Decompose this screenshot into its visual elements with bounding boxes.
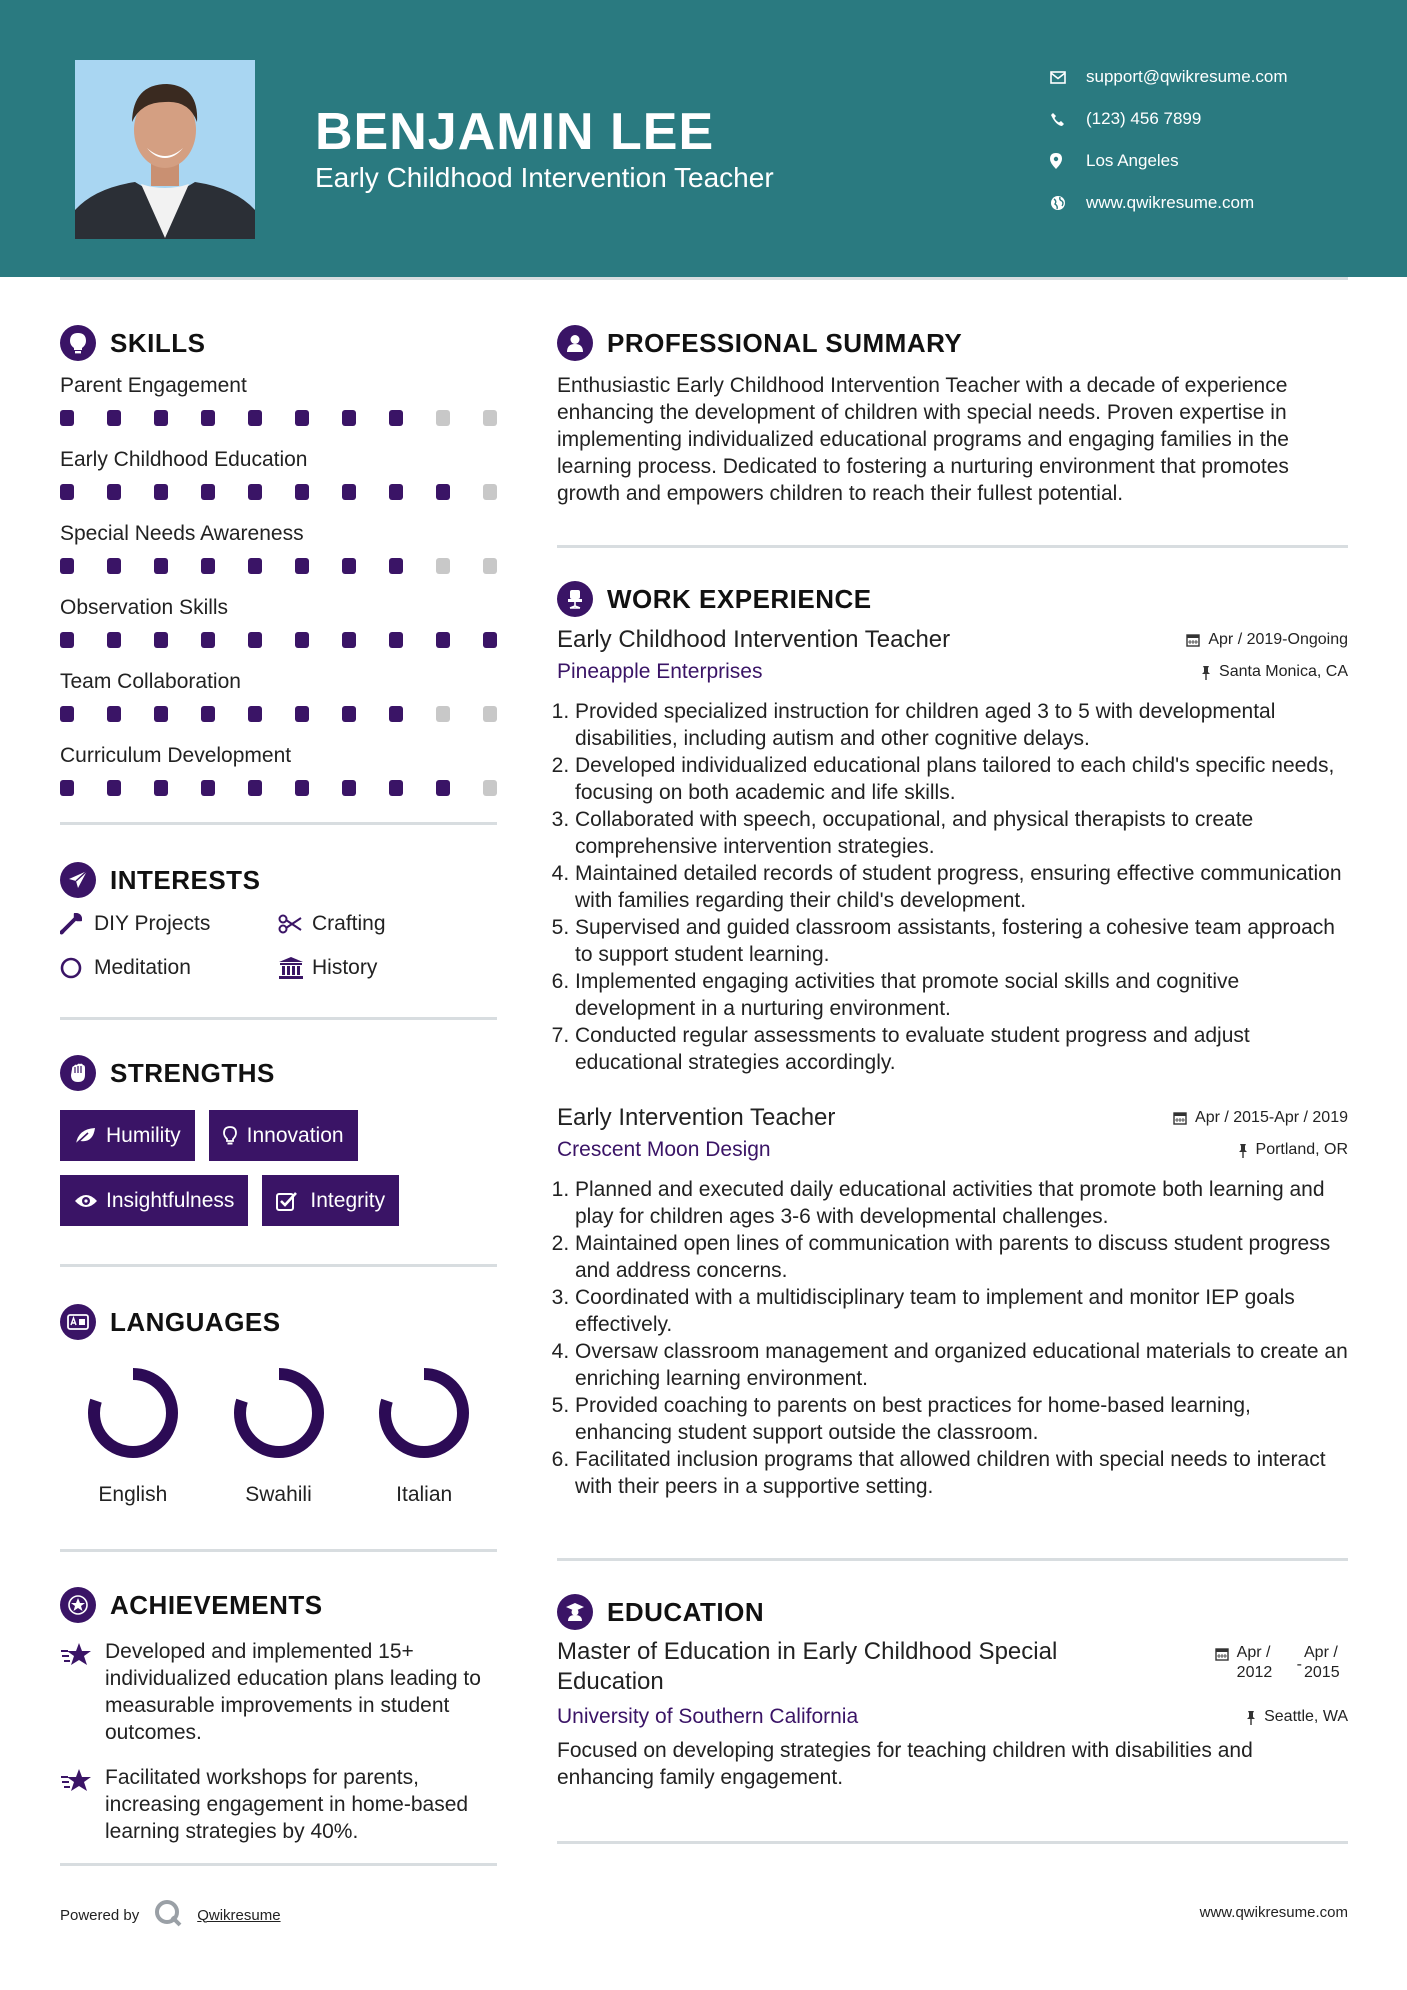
section-divider: [60, 822, 497, 825]
profile-photo: [75, 60, 255, 239]
skill-dot: [154, 632, 168, 648]
skill-dot: [436, 410, 450, 426]
language-gauge: [229, 1363, 329, 1463]
duty-item: 4. Oversaw classroom management and organized educational materials to create an enriching learning environment.: [575, 1338, 1348, 1392]
achievements-heading: ACHIEVEMENTS: [60, 1580, 497, 1630]
language-card-icon: [60, 1304, 96, 1340]
skill-dot: [107, 706, 121, 722]
skill-dot: [342, 632, 356, 648]
circle-icon: [60, 957, 94, 979]
achievement-item: Developed and implemented 15+ individualized education plans leading to measurable improvements in student outcomes.: [60, 1638, 497, 1746]
skill-dot: [483, 632, 497, 648]
skill-dot: [248, 484, 262, 500]
skill-dot: [201, 484, 215, 500]
duty-item: 4. Maintained detailed records of student progress, ensuring effective communication with families regarding their child's development.: [575, 860, 1348, 914]
skill-name: Parent Engagement: [60, 374, 247, 397]
duty-item: 6. Facilitated inclusion programs that allowed children with special needs to interact with their peers in a supportive setting.: [575, 1446, 1348, 1500]
skill-dot: [107, 780, 121, 796]
skill-dot: [342, 706, 356, 722]
duty-item: 3. Collaborated with speech, occupational, and physical therapists to create comprehensive intervention strategies.: [575, 806, 1348, 860]
skill-rating: [60, 706, 497, 722]
skill-dot: [342, 558, 356, 574]
skill-dot: [295, 632, 309, 648]
interest-item: Crafting: [278, 909, 496, 939]
job-duties: [557, 698, 1348, 1076]
skill-dot: [389, 558, 403, 574]
section-divider: [60, 1017, 497, 1020]
pushpin-icon: [1201, 665, 1211, 680]
envelope-icon: [1050, 71, 1086, 84]
right-column: [557, 318, 1348, 1844]
skill-item: [60, 370, 497, 426]
skill-item: [60, 444, 497, 500]
skill-dot: [389, 484, 403, 500]
skill-dot: [107, 484, 121, 500]
skill-name: Team Collaboration: [60, 670, 241, 693]
candidate-name: BENJAMIN LEE: [315, 103, 715, 161]
skill-dot: [436, 484, 450, 500]
star-icon: [60, 1764, 105, 1845]
company-name: Crescent Moon Design: [557, 1138, 771, 1161]
paper-plane-icon: [60, 862, 96, 898]
section-divider: [557, 1841, 1348, 1844]
globe-icon: [1050, 195, 1086, 211]
contact-location: Los Angeles: [1050, 140, 1288, 182]
calendar-icon: [1173, 1111, 1187, 1125]
skill-dot: [295, 558, 309, 574]
section-divider: [60, 1863, 497, 1866]
check-square-icon: [276, 1191, 310, 1211]
star-badge-icon: [60, 1587, 96, 1623]
summary-text: Enthusiastic Early Childhood Intervention Teacher with a decade of experience enhancing the development of children with special needs. Proven expertise in implementing individualized educational programs and engaging families in the learning process. Dedicated to fostering a nurturing environment that promotes growth and empowers children to reach their fullest potential.: [557, 374, 1289, 505]
skill-dot: [201, 558, 215, 574]
school-location: Seattle, WA: [1246, 1701, 1348, 1733]
skill-item: [60, 592, 497, 648]
strength-badge: Humility: [60, 1110, 195, 1161]
skills-list: [60, 370, 497, 796]
strength-badge: Innovation: [209, 1110, 358, 1161]
resume-header: [0, 0, 1407, 277]
office-chair-icon: [557, 581, 593, 617]
section-divider: [60, 1264, 497, 1267]
language-gauge: [374, 1363, 474, 1463]
contact-website[interactable]: www.qwikresume.com: [1050, 182, 1288, 224]
contact-phone[interactable]: (123) 456 7899: [1050, 98, 1288, 140]
skill-dot: [248, 410, 262, 426]
duty-item: 5. Supervised and guided classroom assistants, fostering a cohesive team approach to support student learning.: [575, 914, 1348, 968]
job-location: Portland, OR: [1238, 1134, 1348, 1166]
language-item: [60, 1363, 206, 1507]
achievement-item: Facilitated workshops for parents, increasing engagement in home-based learning strategies by 40%.: [60, 1764, 497, 1845]
job-title: Early Childhood Intervention Teacher: [557, 626, 951, 653]
skill-item: [60, 518, 497, 574]
skill-dot: [154, 706, 168, 722]
skill-dot: [248, 780, 262, 796]
strengths-heading: STRENGTHS: [60, 1048, 497, 1098]
skill-item: [60, 740, 497, 796]
powered-by: Powered by Qwikresume: [60, 1898, 281, 1932]
pushpin-icon: [1246, 1710, 1256, 1725]
skill-dot: [154, 780, 168, 796]
qwikresume-logo-icon: [153, 1898, 183, 1932]
qwikresume-link[interactable]: Qwikresume: [197, 1906, 281, 1924]
contact-email[interactable]: support@qwikresume.com: [1050, 56, 1288, 98]
school-name: University of Southern California: [557, 1705, 859, 1728]
interest-item: Meditation: [60, 953, 278, 983]
strength-badge: Integrity: [262, 1175, 399, 1226]
skill-dot: [389, 632, 403, 648]
skill-name: Early Childhood Education: [60, 448, 308, 471]
language-item: [206, 1363, 352, 1507]
wrench-icon: [60, 913, 94, 935]
skill-dot: [342, 780, 356, 796]
skill-dot: [483, 410, 497, 426]
skill-dot: [483, 558, 497, 574]
section-divider: [60, 1549, 497, 1552]
header-divider: [60, 277, 1348, 280]
skill-dot: [389, 780, 403, 796]
job-entry: [557, 1102, 1348, 1500]
graduate-icon: [557, 1594, 593, 1630]
skill-dot: [436, 558, 450, 574]
scissors-icon: [278, 914, 312, 934]
skill-dot: [295, 780, 309, 796]
duty-item: 7. Conducted regular assessments to evaluate student progress and adjust educational strategies accordingly.: [575, 1022, 1348, 1076]
skill-dot: [389, 706, 403, 722]
skill-rating: [60, 484, 497, 500]
skill-dot: [201, 410, 215, 426]
education-heading: EDUCATION: [557, 1587, 1348, 1637]
strength-badge: Insightfulness: [60, 1175, 248, 1226]
skill-rating: [60, 410, 497, 426]
skill-dot: [342, 484, 356, 500]
candidate-title: Early Childhood Intervention Teacher: [315, 162, 774, 193]
left-column: [60, 318, 497, 1866]
map-pin-icon: [1050, 153, 1086, 169]
duty-item: 2. Maintained open lines of communication with parents to discuss student progress and address concerns.: [575, 1230, 1348, 1284]
skill-dot: [295, 484, 309, 500]
duty-item: 1. Planned and executed daily educational activities that promote both learning and play for children ages 3-6 with developmental challenges.: [575, 1176, 1348, 1230]
skill-dot: [201, 706, 215, 722]
skill-dot: [201, 780, 215, 796]
skill-dot: [389, 410, 403, 426]
job-title: Early Intervention Teacher: [557, 1104, 836, 1131]
languages-heading: LANGUAGES: [60, 1297, 497, 1347]
skill-dot: [248, 632, 262, 648]
skill-dot: [483, 706, 497, 722]
skill-dot: [107, 410, 121, 426]
skill-dot: [60, 780, 74, 796]
languages-list: [60, 1363, 497, 1507]
skill-dot: [154, 558, 168, 574]
summary-heading: PROFESSIONAL SUMMARY: [557, 318, 1348, 368]
section-divider: [557, 1558, 1348, 1561]
skill-rating: [60, 780, 497, 796]
museum-icon: [278, 956, 312, 980]
skill-item: [60, 666, 497, 722]
skill-dot: [342, 410, 356, 426]
achievements-list: [60, 1638, 497, 1845]
calendar-icon: [1186, 633, 1200, 647]
interests-list: [60, 909, 497, 983]
language-gauge: [83, 1363, 183, 1463]
degree-title: Master of Education in Early Childhood Special Education: [557, 1638, 1058, 1695]
skill-rating: [60, 632, 497, 648]
strengths-list: [60, 1110, 497, 1226]
leaf-icon: [74, 1126, 106, 1146]
skill-dot: [436, 780, 450, 796]
footer-website[interactable]: www.qwikresume.com: [1199, 1904, 1348, 1921]
duty-item: 2. Developed individualized educational plans tailored to each child's specific needs, focusing on both academic and life skills.: [575, 752, 1348, 806]
skill-dot: [248, 558, 262, 574]
interest-item: History: [278, 953, 496, 983]
skill-dot: [295, 706, 309, 722]
phone-icon: [1050, 112, 1086, 127]
eye-icon: [74, 1193, 106, 1209]
language-arc: [94, 1374, 172, 1452]
skill-rating: [60, 558, 497, 574]
job-date: Apr / 2019-Ongoing: [1186, 624, 1348, 656]
skill-name: Curriculum Development: [60, 744, 292, 767]
skill-dot: [201, 632, 215, 648]
skill-dot: [436, 706, 450, 722]
pushpin-icon: [1238, 1143, 1248, 1158]
education-date: Apr / 2012 - Apr / 2015: [1215, 1637, 1348, 1683]
calendar-icon: [1215, 1643, 1229, 1661]
language-arc: [385, 1374, 463, 1452]
experience-heading: WORK EXPERIENCE: [557, 574, 1348, 624]
job-entry: [557, 624, 1348, 1076]
interests-heading: INTERESTS: [60, 855, 497, 905]
duty-item: 1. Provided specialized instruction for children aged 3 to 5 with developmental disabilities, including autism and other cognitive delays.: [575, 698, 1348, 752]
language-name: English: [98, 1483, 168, 1506]
skill-dot: [60, 410, 74, 426]
skills-heading: SKILLS: [60, 318, 497, 368]
skill-dot: [248, 706, 262, 722]
skill-dot: [436, 632, 450, 648]
job-duties: [557, 1176, 1348, 1500]
skill-dot: [107, 558, 121, 574]
skill-dot: [154, 484, 168, 500]
skill-dot: [60, 706, 74, 722]
star-icon: [60, 1638, 105, 1746]
raised-fist-icon: [60, 1055, 96, 1091]
job-date: Apr / 2015-Apr / 2019: [1173, 1102, 1348, 1134]
skill-dot: [295, 410, 309, 426]
lightbulb-icon: [223, 1126, 247, 1146]
language-item: [351, 1363, 497, 1507]
skill-dot: [483, 780, 497, 796]
user-icon: [557, 325, 593, 361]
education-description: Focused on developing strategies for teaching children with disabilities and enhancing family engagement.: [557, 1739, 1253, 1789]
skill-dot: [60, 558, 74, 574]
skill-dot: [154, 410, 168, 426]
interest-item: DIY Projects: [60, 909, 278, 939]
job-location: Santa Monica, CA: [1201, 656, 1348, 688]
lightbulb-icon: [60, 325, 96, 361]
company-name: Pineapple Enterprises: [557, 660, 763, 683]
language-arc: [240, 1374, 318, 1452]
duty-item: 3. Coordinated with a multidisciplinary team to implement and monitor IEP goals effectively.: [575, 1284, 1348, 1338]
section-divider: [557, 545, 1348, 548]
skill-dot: [107, 632, 121, 648]
duty-item: 5. Provided coaching to parents on best practices for home-based learning, enhancing student support outside the classroom.: [575, 1392, 1348, 1446]
skill-dot: [483, 484, 497, 500]
duty-item: 6. Implemented engaging activities that promote social skills and cognitive development in a nurturing environment.: [575, 968, 1348, 1022]
contact-list: [1050, 56, 1288, 224]
skill-name: Observation Skills: [60, 596, 229, 619]
language-name: Swahili: [245, 1483, 312, 1506]
skill-dot: [60, 484, 74, 500]
language-name: Italian: [396, 1483, 453, 1506]
skill-name: Special Needs Awareness: [60, 522, 304, 545]
skill-dot: [60, 632, 74, 648]
